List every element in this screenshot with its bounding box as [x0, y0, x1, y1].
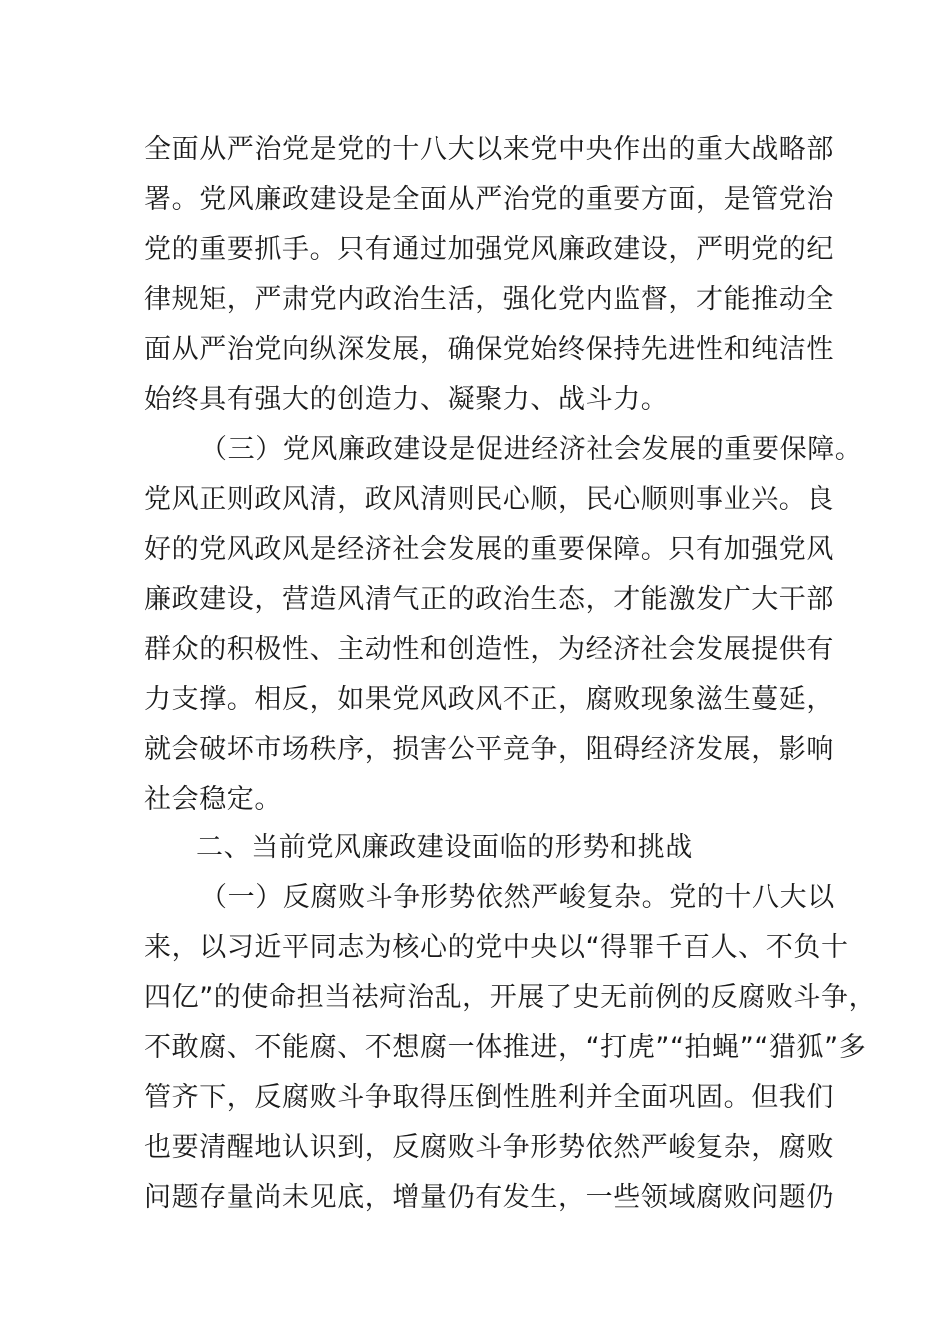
- body-line: 全面从严治党是党的十八大以来党中央作出的重大战略部: [144, 134, 834, 165]
- subsection-heading: （一）反腐败斗争形势依然严峻复杂。党的十八大以: [200, 882, 835, 913]
- body-line: 也要清醒地认识到，反腐败斗争形势依然严峻复杂，腐败: [144, 1132, 834, 1163]
- body-line: 始终具有强大的创造力、凝聚力、战斗力。: [144, 384, 669, 415]
- body-line: 就会破坏市场秩序，损害公平竞争，阻碍经济发展，影响: [144, 734, 834, 765]
- body-line: 党风正则政风清，政风清则民心顺，民心顺则事业兴。良: [144, 484, 834, 515]
- body-line: 面从严治党向纵深发展，确保党始终保持先进性和纯洁性: [144, 334, 834, 365]
- body-line: 来，以习近平同志为核心的党中央以“得罪千百人、不负十: [144, 932, 849, 963]
- body-line: 问题存量尚未见底，增量仍有发生，一些领域腐败问题仍: [144, 1182, 834, 1213]
- body-line: 社会稳定。: [144, 784, 282, 815]
- body-line: 力支撑。相反，如果党风政风不正，腐败现象滋生蔓延，: [144, 684, 834, 715]
- body-line: 党的重要抓手。只有通过加强党风廉政建设，严明党的纪: [144, 234, 834, 265]
- body-line: 群众的积极性、主动性和创造性，为经济社会发展提供有: [144, 634, 834, 665]
- body-line: 律规矩，严肃党内政治生活，强化党内监督，才能推动全: [144, 284, 834, 315]
- body-line: 不敢腐、不能腐、不想腐一体推进，“打虎”“拍蝇”“猎狐”多: [144, 1032, 867, 1063]
- body-line: 署。党风廉政建设是全面从严治党的重要方面，是管党治: [144, 184, 834, 215]
- body-line: 好的党风政风是经济社会发展的重要保障。只有加强党风: [144, 534, 834, 565]
- subsection-heading: （三）党风廉政建设是促进经济社会发展的重要保障。: [200, 434, 863, 465]
- body-line: 四亿”的使命担当祛疴治乱，开展了史无前例的反腐败斗争，: [144, 982, 877, 1013]
- section-heading: 二、当前党风廉政建设面临的形势和挑战: [196, 832, 693, 863]
- body-line: 廉政建设，营造风清气正的政治生态，才能激发广大干部: [144, 584, 834, 615]
- body-line: 管齐下，反腐败斗争取得压倒性胜利并全面巩固。但我们: [144, 1082, 834, 1113]
